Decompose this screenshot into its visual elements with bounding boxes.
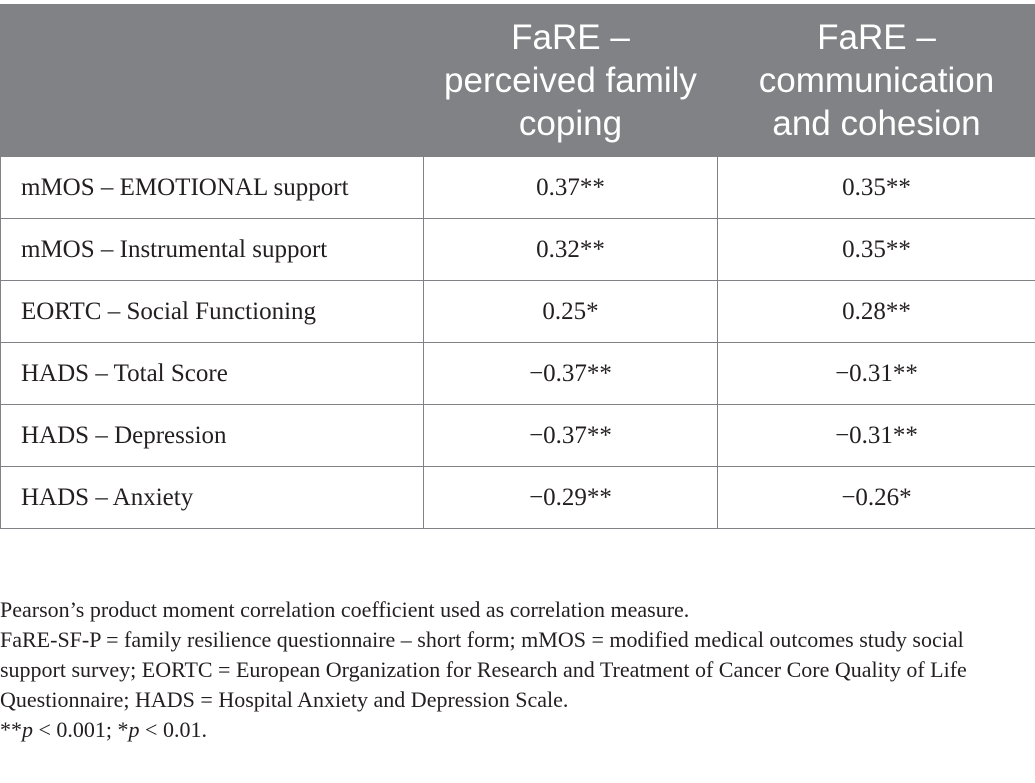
communication-value: −0.31**	[718, 405, 1035, 467]
table-row	[1, 405, 1035, 467]
sig-stars-single: *	[117, 717, 129, 742]
header-empty-cell	[1, 5, 424, 157]
row-label: mMOS – EMOTIONAL support	[1, 157, 424, 219]
header-fare-perceived-family-coping: FaRE – perceived family coping	[424, 5, 718, 157]
table-row	[1, 157, 1035, 219]
footnote-significance	[0, 715, 1035, 745]
communication-value: 0.35**	[718, 219, 1035, 281]
table-row	[1, 343, 1035, 405]
sig-stars-double: **	[0, 717, 22, 742]
table-body	[1, 157, 1035, 529]
header-row	[1, 5, 1035, 157]
coping-value: 0.37**	[424, 157, 718, 219]
communication-value: −0.31**	[718, 343, 1035, 405]
footnote-measure: Pearson’s product moment correlation coefficient used as correlation measure.	[0, 597, 690, 622]
row-label: HADS – Anxiety	[1, 467, 424, 529]
coping-value: 0.32**	[424, 219, 718, 281]
communication-value: 0.35**	[718, 157, 1035, 219]
sig-threshold-01: < 0.01.	[139, 717, 207, 742]
sig-p-symbol: p	[128, 717, 140, 742]
row-label: mMOS – Instrumental support	[1, 219, 424, 281]
table-row	[1, 467, 1035, 529]
communication-value: −0.26*	[718, 467, 1035, 529]
coping-value: −0.37**	[424, 343, 718, 405]
coping-value: −0.29**	[424, 467, 718, 529]
sig-p-symbol: p	[22, 717, 33, 742]
table-footnotes	[0, 595, 1035, 745]
table-row	[1, 281, 1035, 343]
coping-value: 0.25*	[424, 281, 718, 343]
table-header	[1, 5, 1035, 157]
row-label: EORTC – Social Functioning	[1, 281, 424, 343]
coping-value: −0.37**	[424, 405, 718, 467]
row-label: HADS – Total Score	[1, 343, 424, 405]
header-fare-communication-cohesion: FaRE – communication and cohesion	[718, 5, 1035, 157]
table-row	[1, 219, 1035, 281]
row-label: HADS – Depression	[1, 405, 424, 467]
sig-threshold-001: < 0.001;	[33, 717, 118, 742]
communication-value: 0.28**	[718, 281, 1035, 343]
correlation-table	[0, 4, 1035, 529]
footnote-abbreviations: FaRE-SF-P = family resilience questionnaire – short form; mMOS = modified medical outcomes study social support survey; EORTC = European Organization for Research and Treatment of Cancer Core Quality of Life Questionnaire; HADS = Hospital Anxiety and Depression Scale.	[0, 627, 967, 712]
